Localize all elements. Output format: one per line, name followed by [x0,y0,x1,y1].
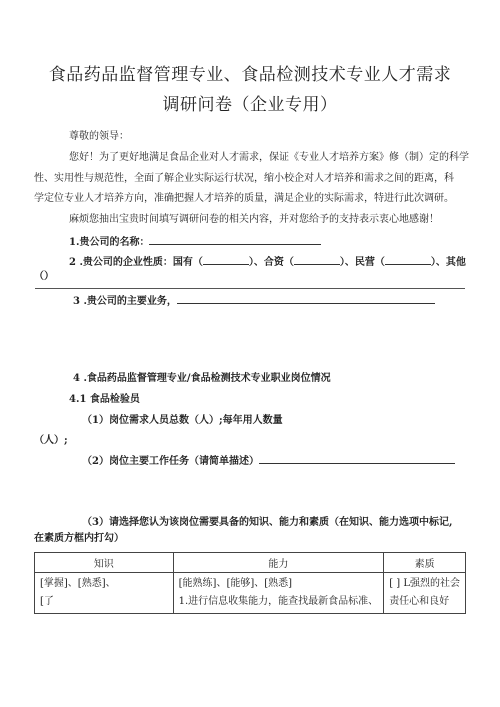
question-2-private: ）、民营（ [339,257,385,268]
item-4-1-3-line1: （3）请选择您认为该岗位需要具备的知识、能力和素质（在知识、能力选项中标记, [82,517,453,528]
section-4-1-heading: 4.1 食品检验员 [69,394,140,405]
item-4-1-2-label: （2）岗位主要工作任务（请简单描述） [82,456,259,467]
knowledge-line-1: [掌握]、[熟悉]、 [40,578,116,589]
quality-line-2: 责任心和良好 [389,596,450,607]
knowledge-line-2: [了 [40,596,54,607]
document-title-line1: 食品药品监督管理专业、食品检测技术专业人才需求 [48,65,452,85]
table-header-row [35,553,466,573]
item-4-1-2 [82,452,455,470]
ability-line-2: 1.进行信息收集能力，能查找最新食品标准、 [178,596,379,607]
question-1-label: 1.贵公司的名称： [69,237,150,248]
company-name-field[interactable] [149,233,321,245]
main-business-field[interactable] [177,292,435,304]
ability-line-1: [能熟练]、[能够]、[熟悉] [178,578,293,589]
item-4-1-1-unit: （人）; [34,435,68,446]
greeting: 尊敬的领导： [69,131,129,142]
main-tasks-field[interactable] [259,452,455,464]
item-4-1-3-line2: 在素质方框内打勾） [34,533,124,544]
knowledge-cell [35,573,174,614]
intro-line-4: 麻烦您抽出宝贵时间填写调研问卷的相关内容，并对您给予的支持表示衷心地感谢！ [69,214,439,225]
header-quality: 素质 [384,553,466,573]
question-3-label: 3 .贵公司的主要业务， [73,296,177,307]
header-knowledge: 知识 [35,553,174,573]
quality-line-1: [ ] L强烈的社会 [389,578,460,589]
question-2 [69,253,466,271]
question-2-label: 2 .贵公司的企业性质：国有（ [69,257,203,268]
question-2-other-field[interactable]: （） [34,271,54,282]
document-title-line2: 调研问卷（企业专用） [162,95,338,115]
state-owned-field[interactable] [203,253,249,265]
header-ability: 能力 [173,553,384,573]
ability-cell [173,573,384,614]
intro-line-1: 您好！为了更好地满足食品企业对人才需求，保证《专业人才培养方案》修（制）定的科学 [69,152,469,163]
joint-venture-field[interactable] [294,253,340,265]
divider [35,288,465,289]
question-4-heading: 4 .食品药品监督管理专业/食品检测技术专业职业岗位情况 [73,373,331,384]
table-row [35,573,466,614]
intro-line-3: 学定位专业人才培养方向，准确把握人才培养的质量，满足企业的实际需求，特进行此次调研。 [34,193,454,204]
question-3 [73,292,435,310]
question-2-other: ）、其他 [430,257,466,268]
quality-cell[interactable] [384,573,466,614]
question-2-joint-venture: ）、合资（ [248,257,294,268]
question-1 [69,233,321,251]
requirements-table [34,552,466,614]
item-4-1-1: （1）岗位需求人员总数（人）;每年用人数量 [82,415,283,426]
private-field[interactable] [385,253,431,265]
intro-line-2: 性、实用性与规范性，全面了解企业实际运行状况，缩小校企对人才培养和需求之间的距离，科 [34,173,454,184]
